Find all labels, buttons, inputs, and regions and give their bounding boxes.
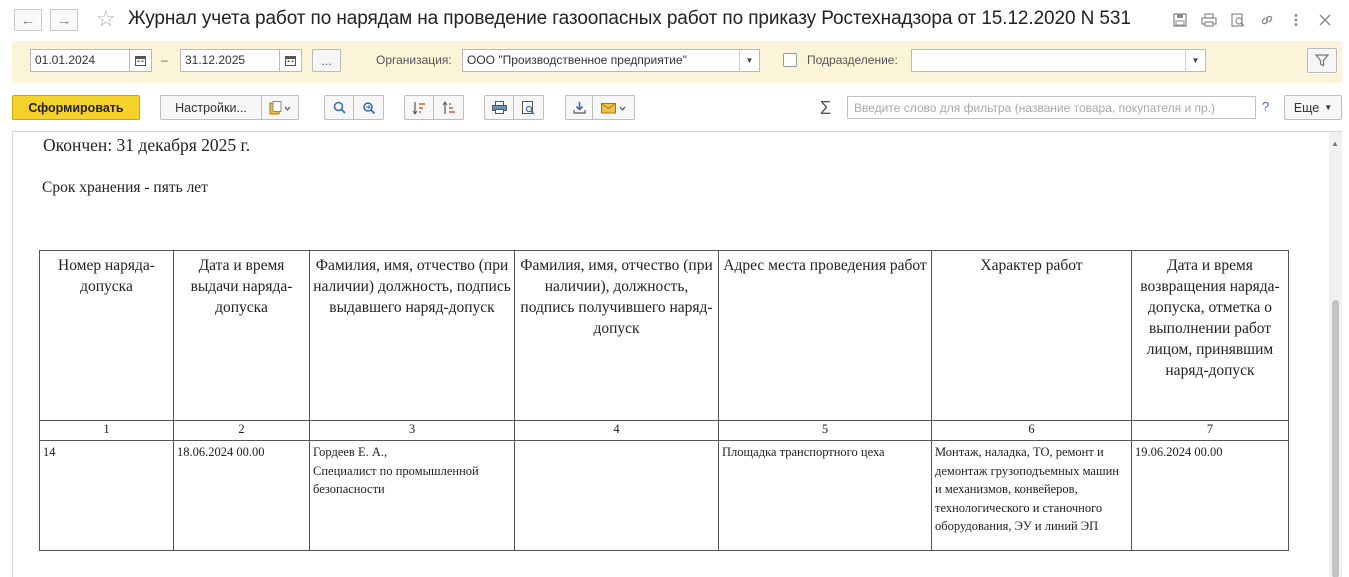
back-button[interactable] <box>14 9 42 31</box>
chevron-down-icon[interactable]: ▼ <box>1185 49 1205 72</box>
report-finished-date: Окончен: 31 декабря 2025 г. <box>43 135 251 155</box>
print-group <box>484 95 544 120</box>
generate-button[interactable]: Сформировать <box>12 95 140 120</box>
column-number: 6 <box>932 421 1132 441</box>
calendar-to-icon[interactable] <box>280 49 302 72</box>
link-icon[interactable] <box>1257 10 1277 30</box>
forward-button[interactable] <box>50 9 78 31</box>
calendar-from-icon[interactable] <box>130 49 152 72</box>
report-table <box>39 250 1289 551</box>
table-row[interactable] <box>40 441 1289 551</box>
help-icon[interactable]: ? <box>1262 99 1270 114</box>
subdivision-select[interactable] <box>911 49 1206 72</box>
date-to-input[interactable]: 31.12.2025 <box>180 49 280 72</box>
issuer-name: Гордеев Е. А., <box>313 445 388 459</box>
header-cell: Адрес места проведения работ <box>719 251 932 421</box>
send-email-button[interactable] <box>593 95 635 120</box>
download-icon <box>573 101 586 114</box>
column-number: 2 <box>174 421 310 441</box>
date-from-input[interactable]: 01.01.2024 <box>30 49 130 72</box>
favorite-star-icon[interactable]: ☆ <box>96 6 116 31</box>
search-group <box>324 95 384 120</box>
column-number: 1 <box>40 421 174 441</box>
scrollbar-thumb[interactable] <box>1332 300 1339 577</box>
header-cell: Номер наряда-допуска <box>40 251 174 421</box>
printer-icon <box>492 101 507 114</box>
find-button[interactable] <box>324 95 354 120</box>
more-icon[interactable] <box>1286 10 1306 30</box>
receiver-cell[interactable] <box>515 441 719 551</box>
column-number-row <box>40 421 1289 441</box>
search-next-icon <box>362 101 376 114</box>
subdivision-label: Подразделение: <box>807 53 898 67</box>
subdivision-checkbox[interactable] <box>783 53 797 67</box>
funnel-icon <box>1315 54 1329 67</box>
report-variant-icon <box>269 101 291 115</box>
more-button[interactable] <box>1284 95 1342 120</box>
issue-date-cell[interactable]: 18.06.2024 00.00 <box>174 441 310 551</box>
close-icon[interactable] <box>1315 10 1335 30</box>
header-cell: Дата и время выдачи наряда-допуска <box>174 251 310 421</box>
chevron-down-icon[interactable]: ▼ <box>739 49 759 72</box>
sort-asc-button[interactable] <box>404 95 434 120</box>
work-address-cell[interactable]: Площадка транспортного цеха <box>719 441 932 551</box>
settings-button[interactable]: Настройки... <box>160 95 262 120</box>
variant-button[interactable] <box>262 95 299 120</box>
return-date-cell[interactable]: 19.06.2024 00.00 <box>1132 441 1289 551</box>
report-retention: Срок хранения - пять лет <box>42 179 208 196</box>
column-number: 4 <box>515 421 719 441</box>
filter-button[interactable] <box>1307 48 1337 73</box>
search-input[interactable] <box>847 96 1256 119</box>
find-next-button[interactable] <box>354 95 384 120</box>
report-area[interactable] <box>12 131 1342 577</box>
print-preview-button[interactable] <box>514 95 544 120</box>
export-group <box>565 95 635 120</box>
filter-bar <box>12 41 1342 83</box>
issuer-position: Специалист по промышленной безопасности <box>313 463 479 496</box>
save-icon[interactable] <box>1170 10 1190 30</box>
window-title: Журнал учета работ по нарядам на проведение газоопасных работ по приказу Ростехнадзора от 15.12.2020 N 531 <box>128 8 1131 29</box>
envelope-icon <box>601 102 627 114</box>
sum-icon[interactable]: Σ <box>820 98 832 118</box>
header-cell: Характер работ <box>932 251 1132 421</box>
sort-group <box>404 95 464 120</box>
scroll-up-icon[interactable]: ▲ <box>1331 139 1339 148</box>
work-type-cell[interactable]: Монтаж, наладка, ТО, ремонт и демонтаж грузоподъемных машин и механизмов, конвейеров, технологического и станочного оборудования, ЭУ и линий ЭП <box>932 441 1132 551</box>
column-number: 7 <box>1132 421 1289 441</box>
save-file-button[interactable] <box>565 95 593 120</box>
chevron-down-icon: ▼ <box>1324 103 1333 112</box>
date-separator: – <box>161 53 168 67</box>
print-button[interactable] <box>484 95 514 120</box>
title-actions <box>1170 10 1335 30</box>
sort-desc-button[interactable] <box>434 95 464 120</box>
toolbar <box>0 90 1349 124</box>
column-number: 3 <box>310 421 515 441</box>
print-icon[interactable] <box>1199 10 1219 30</box>
organization-select[interactable] <box>462 49 760 72</box>
arrow-left-icon: ← <box>20 11 36 29</box>
organization-value: ООО "Производственное предприятие" <box>467 53 687 67</box>
organization-label: Организация: <box>376 53 452 67</box>
title-bar <box>0 0 1349 40</box>
header-cell: Дата и время возвращения наряда-допуска, отметка о выполнении работ лицом, принявшим наряд-допуск <box>1132 251 1289 421</box>
preview-icon[interactable] <box>1228 10 1248 30</box>
vertical-scrollbar[interactable] <box>1329 132 1342 577</box>
permit-number-cell[interactable]: 14 <box>40 441 174 551</box>
header-cell: Фамилия, имя, отчество (при наличии), должность, подпись получившего наряд-допуск <box>515 251 719 421</box>
sort-descending-icon <box>442 101 456 115</box>
issuer-cell[interactable] <box>310 441 515 551</box>
settings-group <box>160 95 299 120</box>
table-header-row <box>40 251 1289 421</box>
arrow-right-icon: → <box>56 11 72 29</box>
period-select-button[interactable]: ... <box>312 49 341 72</box>
header-cell: Фамилия, имя, отчество (при наличии) должность, подпись выдавшего наряд-допуск <box>310 251 515 421</box>
more-label: Еще <box>1293 100 1320 115</box>
search-icon <box>333 101 346 114</box>
print-preview-icon <box>522 101 535 115</box>
sort-ascending-icon <box>412 101 426 115</box>
column-number: 5 <box>719 421 932 441</box>
